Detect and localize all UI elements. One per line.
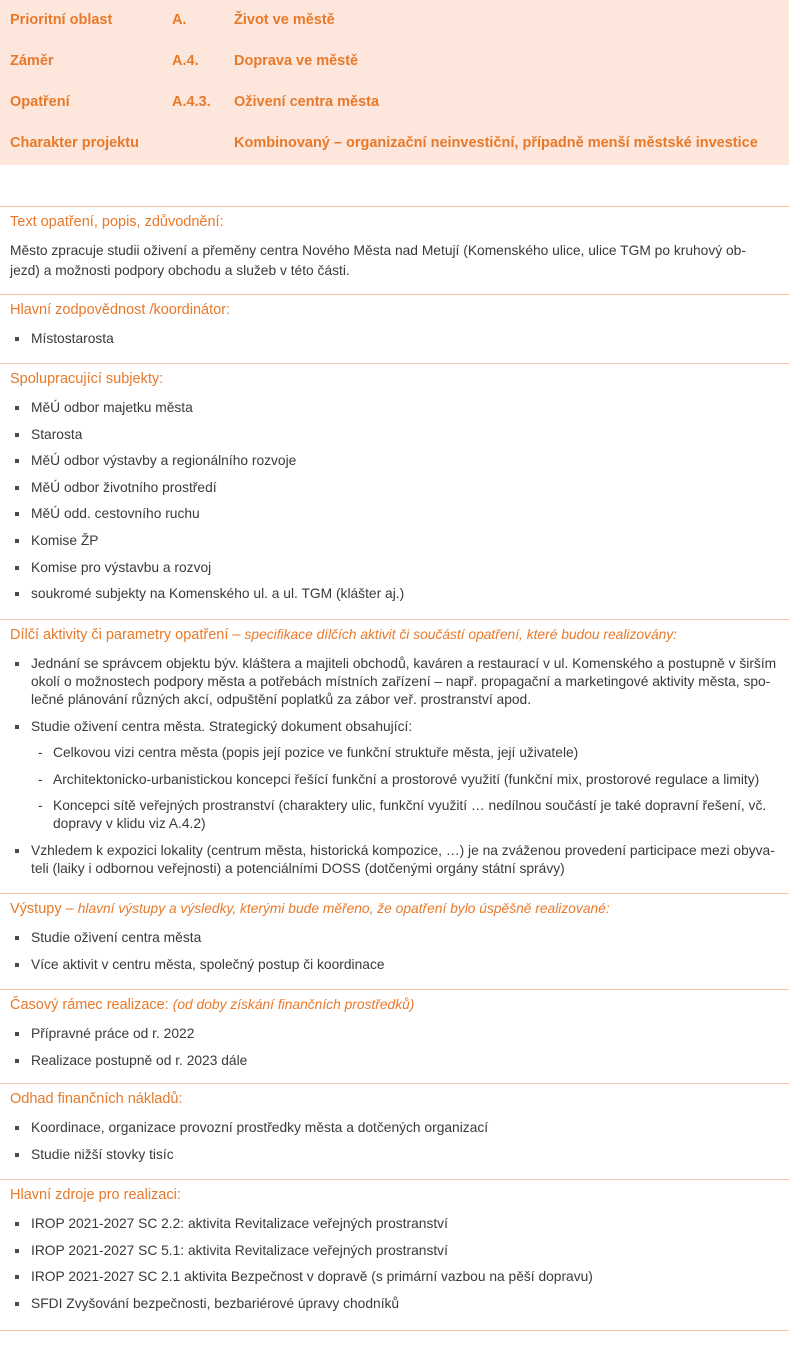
list-item: Studie oživení centra města. Strategický dokument obsahující: (0, 718, 781, 736)
header-row-intent (0, 41, 789, 82)
description-section (0, 206, 789, 295)
section-title: Hlavní zodpovědnost /koordinátor: (10, 302, 231, 318)
list-item: Starosta (0, 426, 781, 444)
list-item: Jednání se správcem objektu býv. kláštera a majiteli obchodů, kaváren a restaurací v ul. Komenského a postupně v širším okolí o možnostech podpory města a potřebách místních zařízení – např. propagační a marketingové aktivity města, spo-lečné plánování různých akcí, odpuštění poplatků za zábor veř. prostranství apod. (0, 655, 781, 709)
responsibility-section (0, 294, 789, 364)
activities-section (0, 619, 789, 894)
list-item: MěÚ odd. cestovního ruchu (0, 505, 781, 523)
header-label: Opatření (10, 94, 70, 110)
list-item: Více aktivit v centru města, společný postup či koordinace (0, 956, 781, 974)
header-code: A. (172, 12, 187, 28)
section-title: Odhad finančních nákladů: (10, 1091, 183, 1107)
header-row-character (0, 123, 789, 164)
sub-list-item: - Architektonicko-urbanistickou koncepci řešící funkční a prostorové využití (funkční mix, prostorové regulace a limity) (0, 771, 781, 789)
list-item: Místostarosta (0, 330, 781, 348)
title-plain: Výstupy – (10, 901, 78, 917)
list-item: IROP 2021-2027 SC 2.1 aktivita Bezpečnost v dopravě (s primární vazbou na pěší dopravu) (0, 1268, 781, 1286)
sub-list-item: - Koncepci sítě veřejných prostranství (charaktery ulic, funkční využití … nedílnou součástí je také dopravní řešení, vč. dopravy v klidu viz A.4.2) (0, 797, 781, 833)
bottom-divider (0, 1330, 789, 1331)
title-plain: Časový rámec realizace: (10, 997, 173, 1013)
list-item: MěÚ odbor výstavby a regionálního rozvoje (0, 452, 781, 470)
list-item: SFDI Zvyšování bezpečnosti, bezbariérové úpravy chodníků (0, 1295, 781, 1313)
header-code: A.4. (172, 53, 199, 69)
header-value: Doprava ve městě (234, 53, 359, 69)
header-label: Charakter projektu (10, 135, 139, 151)
list-item: IROP 2021-2027 SC 5.1: aktivita Revitalizace veřejných prostranství (0, 1242, 781, 1260)
outputs-section (0, 893, 789, 990)
title-italic: specifikace dílčích aktivit či součástí opatření, které budou realizovány: (244, 627, 678, 642)
description-line: jezd) a možnosti podpory obchodu a služeb v této části. (10, 263, 350, 278)
section-title (10, 627, 677, 643)
section-title: Hlavní zdroje pro realizaci: (10, 1187, 181, 1203)
list-item: Vzhledem k expozici lokality (centrum města, historická kompozice, …) je na zváženou provedení participace mezi obyva-teli (laiky i odbornou veřejnosti) a potenciálními DOSS (dotčenými orgány státní správy) (0, 842, 781, 878)
list-item: Přípravné práce od r. 2022 (0, 1025, 781, 1043)
list-item: soukromé subjekty na Komenského ul. a ul. TGM (klášter aj.) (0, 585, 781, 603)
section-title: Text opatření, popis, zdůvodnění: (10, 214, 224, 230)
sub-list-item: - Celkovou vizi centra města (popis její pozice ve funkční struktuře města, její uživatele) (0, 744, 781, 762)
section-title: Spolupracující subjekty: (10, 371, 164, 387)
list-item: Realizace postupně od r. 2023 dále (0, 1052, 781, 1070)
partners-section (0, 363, 789, 620)
header-row-priority (0, 0, 789, 41)
title-italic: (od doby získání finančních prostředků) (172, 997, 415, 1012)
project-header (0, 0, 789, 165)
title-italic: hlavní výstupy a výsledky, kterými bude měřeno, že opatření bylo úspěšně realizované: (77, 901, 610, 916)
header-value: Oživení centra města (234, 94, 380, 110)
header-value: Kombinovaný – organizační neinvestiční, případně menší městské investice (234, 135, 758, 151)
list-item: IROP 2021-2027 SC 2.2: aktivita Revitalizace veřejných prostranství (0, 1215, 781, 1233)
list-item: MěÚ odbor majetku města (0, 399, 781, 417)
section-title (10, 997, 414, 1013)
header-value: Život ve městě (234, 12, 335, 28)
header-label: Záměr (10, 53, 54, 69)
timeline-section (0, 989, 789, 1084)
header-code: A.4.3. (172, 94, 211, 110)
section-title (10, 901, 610, 917)
description-line: Město zpracuje studii oživení a přeměny centra Nového Města nad Metují (Komenského ulice, ulice TGM po kruhový ob- (10, 243, 746, 258)
list-item: Komise ŽP (0, 532, 781, 550)
title-plain: Dílčí aktivity či parametry opatření – (10, 627, 245, 643)
description-text (10, 241, 780, 281)
header-label: Prioritní oblast (10, 12, 113, 28)
list-item: MěÚ odbor životního prostředí (0, 479, 781, 497)
list-item: Komise pro výstavbu a rozvoj (0, 559, 781, 577)
list-item: Koordinace, organizace provozní prostředky města a dotčených organizací (0, 1119, 781, 1137)
list-item: Studie oživení centra města (0, 929, 781, 947)
list-item: Studie nižší stovky tisíc (0, 1146, 781, 1164)
header-row-measure (0, 82, 789, 123)
sources-section (0, 1179, 789, 1331)
costs-section (0, 1083, 789, 1180)
